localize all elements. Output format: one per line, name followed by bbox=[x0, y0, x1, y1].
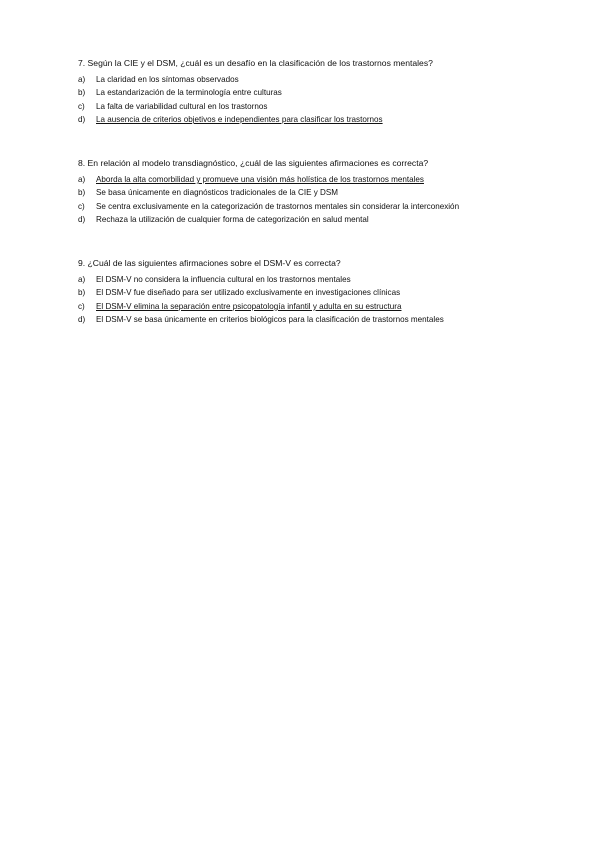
option-a bbox=[78, 173, 558, 186]
option-text: La claridad en los síntomas observados bbox=[96, 75, 239, 84]
option-c bbox=[78, 300, 558, 313]
question-9 bbox=[78, 257, 558, 327]
option-letter: a) bbox=[78, 75, 86, 84]
option-a bbox=[78, 273, 558, 286]
option-letter: b) bbox=[78, 88, 86, 98]
option-c bbox=[78, 100, 558, 113]
option-letter: a) bbox=[78, 275, 86, 284]
option-letter: b) bbox=[78, 188, 86, 198]
option-letter: c) bbox=[78, 201, 85, 211]
option-letter: b) bbox=[78, 288, 86, 298]
option-text: La estandarización de la terminología entre culturas bbox=[96, 88, 282, 98]
question-text: 8. En relación al modelo transdiagnóstico, ¿cuál de las siguientes afirmaciones es correcta? bbox=[78, 158, 429, 168]
option-a bbox=[78, 73, 558, 86]
option-text: Aborda la alta comorbilidad y promueve una visión más holística de los trastornos mentales bbox=[96, 175, 424, 184]
option-b bbox=[78, 186, 558, 199]
option-letter: c) bbox=[78, 101, 85, 111]
question-text: 7. Según la CIE y el DSM, ¿cuál es un desafío en la clasificación de los trastornos mentales? bbox=[78, 58, 433, 68]
option-b bbox=[78, 86, 558, 99]
option-text: La falta de variabilidad cultural en los trastornos bbox=[96, 101, 268, 111]
question-8 bbox=[78, 157, 558, 227]
option-d bbox=[78, 313, 558, 326]
option-c bbox=[78, 200, 558, 213]
option-b bbox=[78, 286, 558, 299]
option-d bbox=[78, 213, 558, 226]
option-d bbox=[78, 113, 558, 126]
option-letter: a) bbox=[78, 175, 86, 184]
option-text: Rechaza la utilización de cualquier forma de categorización en salud mental bbox=[96, 215, 369, 225]
option-text: El DSM-V elimina la separación entre psicopatología infantil y adulta en su estructura bbox=[96, 301, 402, 311]
option-text: Se basa únicamente en diagnósticos tradicionales de la CIE y DSM bbox=[96, 188, 339, 198]
option-list bbox=[78, 273, 558, 327]
option-text: El DSM-V no considera la influencia cultural en los trastornos mentales bbox=[96, 275, 351, 284]
option-text: El DSM-V se basa únicamente en criterios biológicos para la clasificación de trastornos mentales bbox=[96, 315, 444, 325]
option-text: El DSM-V fue diseñado para ser utilizado exclusivamente en investigaciones clínicas bbox=[96, 288, 401, 298]
option-letter: d) bbox=[78, 315, 86, 325]
option-letter: d) bbox=[78, 215, 86, 225]
option-letter: c) bbox=[78, 301, 85, 311]
question-text: 9. ¿Cuál de las siguientes afirmaciones sobre el DSM-V es correcta? bbox=[78, 258, 341, 268]
option-letter: d) bbox=[78, 115, 86, 125]
option-list bbox=[78, 173, 558, 227]
option-text: La ausencia de criterios objetivos e independientes para clasificar los trastornos bbox=[96, 115, 383, 125]
question-7 bbox=[78, 57, 558, 127]
option-text: Se centra exclusivamente en la categorización de trastornos mentales sin considerar la interconexión bbox=[96, 201, 460, 211]
option-list bbox=[78, 73, 558, 127]
